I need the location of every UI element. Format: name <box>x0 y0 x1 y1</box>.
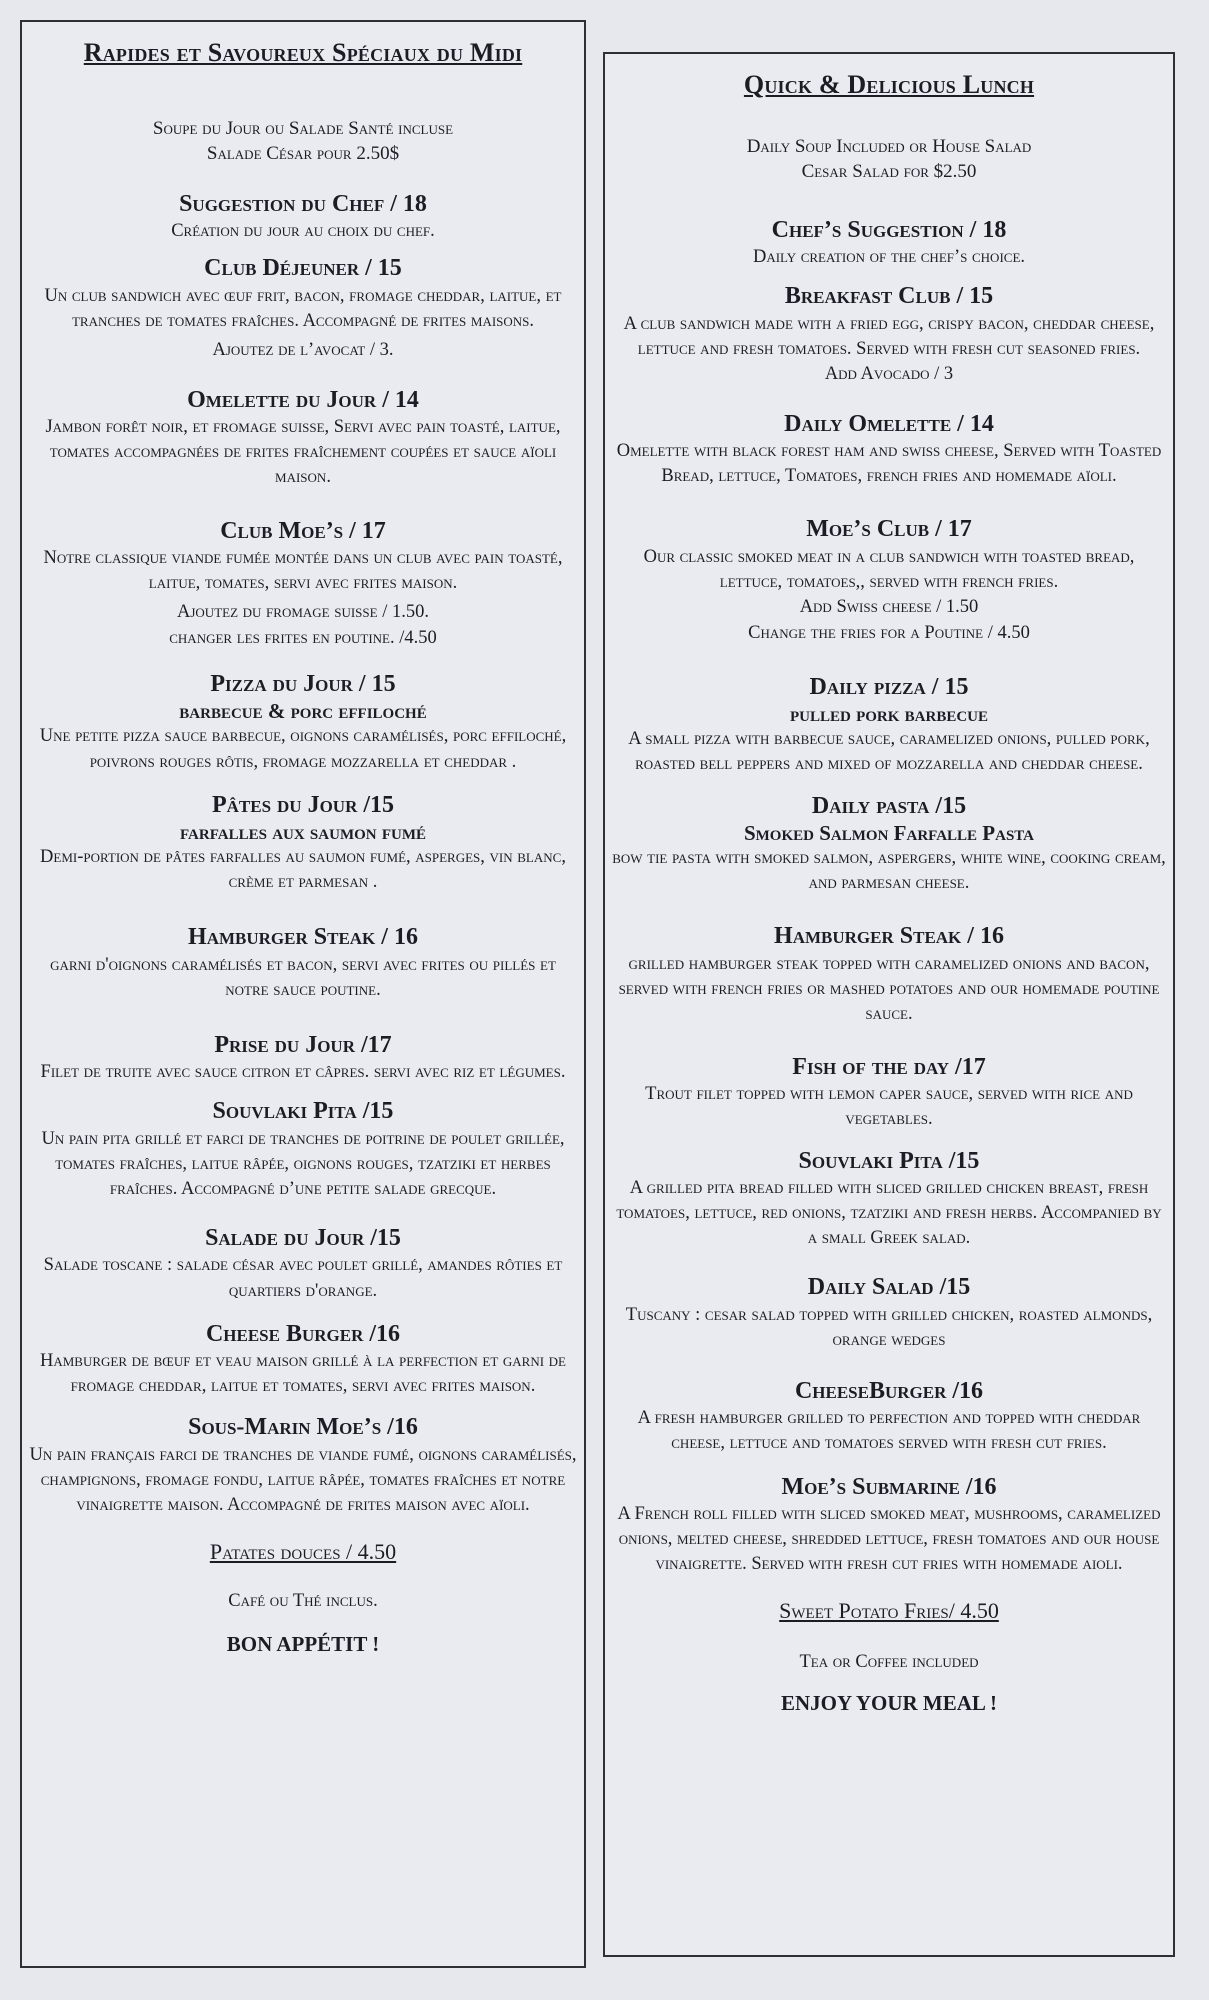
menu-item-club-dejeuner <box>28 254 578 363</box>
item-name: Club Déjeuner / 15 <box>204 255 402 282</box>
english-intro-caesar: Cesar Salad for $2.50 <box>801 160 977 182</box>
item-description: A grilled pita bread filled with sliced grilled chicken breast, fresh tomatoes, lettuce, red onions, tzatziki and fresh herbs. Accompanied by a small Greek salad. <box>616 1177 1162 1249</box>
item-name: Souvlaki Pita /15 <box>798 1147 980 1174</box>
item-description: Jambon forêt noir, et fromage suisse, Servi avec pain toasté, laitue, tomates accompagnées de frites fraîchement coupées et sauce aïoli maison. <box>45 417 561 488</box>
item-description: Daily creation of the chef’s choice. <box>752 247 1026 268</box>
item-name: Pâtes du Jour /15 <box>211 791 395 818</box>
menu-item-chefs-suggestion <box>611 216 1167 270</box>
menu-item-club-moes <box>28 517 578 652</box>
closing-message: ENJOY YOUR MEAL ! <box>780 1690 998 1715</box>
menu-item-hamburger-steak <box>611 922 1167 1027</box>
item-name: Chef’s Suggestion / 18 <box>771 216 1007 243</box>
menu-item-cheese-burger <box>28 1320 578 1400</box>
item-description: bow tie pasta with smoked salmon, aspergers, white wine, cooking cream, and parmesan cheese. <box>612 848 1166 894</box>
item-description: Création du jour au choix du chef. <box>171 221 435 242</box>
item-extra: Ajoutez de l’avocat / 3. <box>212 339 394 360</box>
menu-item-daily-omelette <box>611 410 1167 490</box>
item-description: Une petite pizza sauce barbecue, oignons caramélisés, porc effiloché, poivrons rouges rôtis, fromage mozzarella et cheddar . <box>39 726 567 772</box>
item-name: Moe’s Club / 17 <box>806 516 972 543</box>
english-intro-soup: Daily Soup Included or House Salad <box>746 135 1032 157</box>
menu-item-pizza-du-jour <box>28 670 578 775</box>
menu-item-fish-of-the-day <box>611 1053 1167 1133</box>
item-description: A club sandwich made with a fried egg, crispy bacon, cheddar cheese, lettuce and fresh tomatoes. Served with fresh cut seasoned fries. <box>623 313 1155 359</box>
item-description: Hamburger de bœuf et veau maison grillé à la perfection et garni de fromage cheddar, laitue et tomates, servi avec frites maison. <box>39 1351 567 1397</box>
menu-item-pates-du-jour <box>28 791 578 896</box>
item-name: Daily Salad /15 <box>807 1274 971 1301</box>
menu-item-omelette-du-jour <box>28 386 578 491</box>
item-description: A small pizza with barbecue sauce, caramelized onions, pulled pork, roasted bell peppers and mixed of mozzarella and cheddar cheese. <box>628 729 1150 775</box>
item-name: Souvlaki Pita /15 <box>212 1098 394 1125</box>
item-description: garni d'oignons caramélisés et bacon, servi avec frites ou pillés et notre sauce poutine. <box>50 954 556 1000</box>
menu-item-salade-du-jour <box>28 1224 578 1304</box>
item-name: Daily Omelette / 14 <box>784 410 994 437</box>
item-extra-poutine: Change the fries for a Poutine / 4.50 <box>748 622 1030 643</box>
item-name: Club Moe’s / 17 <box>220 517 386 544</box>
item-description: Tuscany : cesar salad topped with grilled chicken, roasted almonds, orange wedges <box>625 1304 1153 1350</box>
menu-item-breakfast-club <box>611 282 1167 387</box>
item-name: Moe’s Submarine /16 <box>781 1473 997 1500</box>
item-name: CheeseBurger /16 <box>794 1377 984 1404</box>
item-subtitle: pulled pork barbecue <box>789 702 989 727</box>
included-drinks-note: Café ou Thé inclus. <box>228 1590 378 1611</box>
item-name: Breakfast Club / 15 <box>784 283 994 310</box>
item-extra-poutine: changer les frites en poutine. /4.50 <box>169 628 437 649</box>
menu-item-suggestion-du-chef <box>28 190 578 244</box>
menu-item-daily-pizza <box>611 673 1167 778</box>
item-name: Daily pasta /15 <box>811 792 967 819</box>
item-name: Cheese Burger /16 <box>205 1320 401 1347</box>
closing-message: BON APPÉTIT ! <box>226 1631 380 1656</box>
item-extra: Ajoutez du fromage suisse / 1.50. <box>177 602 429 623</box>
french-intro-caesar: Salade César pour 2.50$ <box>206 142 400 164</box>
menu-item-daily-pasta <box>611 792 1167 897</box>
item-subtitle: barbecue & porc effiloché <box>179 699 427 724</box>
side-sweet-potatoes: Patates douces / 4.50 <box>209 1539 397 1565</box>
item-extra: Add Avocado / 3 <box>824 363 954 384</box>
menu-item-moes-submarine <box>611 1473 1167 1578</box>
item-description: Un pain pita grillé et farci de tranches de poitrine de poulet grillée, tomates fraîches, laitue râpée, oignons rouges, tzatziki et herbes fraîches. Accompagné d’une petite salade grecque. <box>41 1128 565 1200</box>
menu-item-cheeseburger <box>611 1377 1167 1457</box>
french-intro-soup: Soupe du Jour ou Salade Santé incluse <box>152 117 454 139</box>
item-name: Suggestion du Chef / 18 <box>179 190 427 217</box>
item-name: Fish of the day /17 <box>792 1054 986 1081</box>
item-name: Prise du Jour /17 <box>214 1032 392 1059</box>
item-name: Salade du Jour /15 <box>205 1225 401 1252</box>
item-description: Our classic smoked meat in a club sandwich with toasted bread, lettuce, tomatoes,, served with french fries. <box>643 546 1135 592</box>
item-description: A fresh hamburger grilled to perfection and topped with cheddar cheese, lettuce and tomatoes served with fresh cut fries. <box>637 1408 1141 1454</box>
item-description: Un club sandwich avec œuf frit, bacon, fromage cheddar, laitue, et tranches de tomates fraîches. Accompagné de frites maisons. <box>44 285 562 331</box>
menu-item-daily-salad <box>611 1273 1167 1353</box>
item-name: Daily pizza / 15 <box>809 673 969 700</box>
included-drinks-note: Tea or Coffee included <box>799 1651 979 1672</box>
item-description: Notre classique viande fumée montée dans un club avec pain toasté, laitue, tomates, servi avec frites maison. <box>43 547 563 593</box>
english-menu-panel <box>603 52 1175 1957</box>
item-name: Pizza du Jour / 15 <box>210 670 396 697</box>
item-subtitle: Smoked Salmon Farfalle Pasta <box>743 820 1035 845</box>
menu-item-sous-marin-moes <box>28 1413 578 1518</box>
item-description: Salade toscane : salade césar avec poulet grillé, amandes rôties et quartiers d'orange. <box>43 1255 563 1301</box>
menu-item-souvlaki-pita <box>28 1097 578 1202</box>
item-description: A French roll filled with sliced smoked meat, mushrooms, caramelized onions, melted cheese, shredded lettuce, fresh tomatoes and our house vinaigrette. Served with fresh cut fries with homemade aioli. <box>617 1503 1161 1575</box>
menu-item-moes-club <box>611 515 1167 646</box>
item-name: Hamburger Steak / 16 <box>774 923 1004 950</box>
item-description: Demi-portion de pâtes farfalles au saumon fumé, asperges, vin blanc, crème et parmesan . <box>40 847 566 893</box>
item-description: grilled hamburger steak topped with caramelized onions and bacon, served with french fries or mashed potatoes and our homemade poutine sauce. <box>618 953 1160 1024</box>
french-menu-panel <box>20 20 586 1968</box>
menu-item-prise-du-jour <box>28 1031 578 1085</box>
item-description: Omelette with black forest ham and swiss cheese, Served with Toasted Bread, lettuce, Tomatoes, french fries and homemade aïoli. <box>616 441 1162 487</box>
menu-item-souvlaki-pita <box>611 1147 1167 1252</box>
item-subtitle: farfalles aux saumon fumé <box>179 819 427 844</box>
item-description: Trout filet topped with lemon caper sauce, served with rice and vegetables. <box>645 1084 1133 1130</box>
menu-item-hamburger-steak <box>28 923 578 1003</box>
english-menu-title: Quick & Delicious Lunch <box>743 70 1035 99</box>
item-extra: Add Swiss cheese / 1.50 <box>799 597 979 617</box>
item-name: Sous-Marin Moe’s /16 <box>188 1414 418 1441</box>
item-description: Un pain français farci de tranches de viande fumé, oignons caramélisés, champignons, fromage fondu, laitue râpée, tomates fraîches et notre vinaigrette maison. Accompagné de frites maison avec aïoli. <box>29 1444 577 1515</box>
item-name: Omelette du Jour / 14 <box>187 386 419 413</box>
french-menu-title: Rapides et Savoureux Spéciaux du Midi <box>83 38 523 67</box>
item-description: Filet de truite avec sauce citron et câpres. servi avec riz et légumes. <box>40 1062 566 1083</box>
side-sweet-potato-fries: Sweet Potato Fries/ 4.50 <box>779 1598 999 1624</box>
item-name: Hamburger Steak / 16 <box>188 924 418 951</box>
